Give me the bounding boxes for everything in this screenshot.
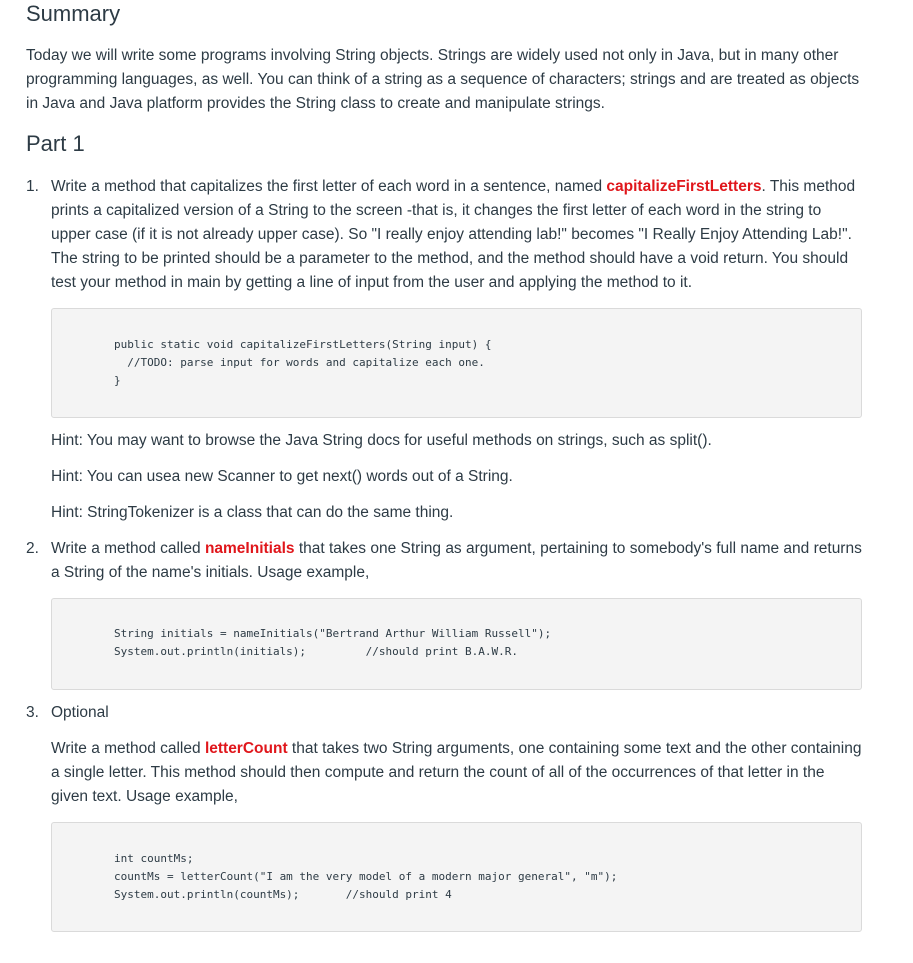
method-name-lettercount: letterCount [204,740,288,757]
code-line: public static void capitalizeFirstLetters(String input) { [114,338,492,351]
list-number: 2. [26,540,39,557]
code-line: System.out.println(initials); //should print B.A.W.R. [114,645,518,658]
list-item-3 [26,701,864,809]
code-line: countMs = letterCount("I am the very model of a modern major general", "m"); [114,870,618,883]
code-line: System.out.println(countMs); //should print 4 [114,888,452,901]
code-block-3 [51,822,862,932]
list-item-1 [26,175,864,295]
method-name-capitalize: capitalizeFirstLetters [606,178,762,195]
item3-text: Write a method called letterCount that takes two String arguments, one containing some text and the other containing a single letter. This method should then compute and return the count of all of the occurrences of that letter in the given text. Usage example, [51,740,862,805]
code-line: String initials = nameInitials("Bertrand Arthur William Russell"); [114,627,552,640]
summary-heading: Summary [26,1,121,26]
code-line: int countMs; [114,852,194,865]
code-block-1 [51,308,862,418]
code-block-2 [51,598,862,690]
code-line: } [114,374,121,387]
list-number: 3. [26,704,39,721]
item1-text: Write a method that capitalizes the first letter of each word in a sentence, named capitalizeFirstLetters. This method prints a capitalized version of a String to the screen -that is, it changes the first letter of each word in the string to upper case (if it is not already upper case). So "I really enjoy attending lab!" becomes "I Really Enjoy Attending Lab!". The string to be printed should be a parameter to the method, and the method should have a void return. You should test your method in main by getting a line of input from the user and applying the method to it. [51,178,856,291]
part1-heading: Part 1 [26,131,85,156]
hint-1: Hint: You may want to browse the Java String docs for useful methods on strings, such as split(). [51,432,712,449]
summary-paragraph: Today we will write some programs involving String objects. Strings are widely used not only in Java, but in many other programming languages, as well. You can think of a string as a sequence of characters; strings and are treated as objects in Java and Java platform provides the String class to create and manipulate strings. [26,47,860,112]
hint-3: Hint: StringTokenizer is a class that can do the same thing. [51,504,454,521]
method-name-initials: nameInitials [204,540,295,557]
hint-2: Hint: You can usea new Scanner to get next() words out of a String. [51,468,513,485]
code-line: //TODO: parse input for words and capitalize each one. [114,356,485,369]
list-item-2 [26,537,864,585]
item2-text: Write a method called nameInitials that takes one String as argument, pertaining to somebody's full name and returns a String of the name's initials. Usage example, [51,540,862,581]
item3-label: Optional [51,704,109,721]
list-number: 1. [26,178,39,195]
